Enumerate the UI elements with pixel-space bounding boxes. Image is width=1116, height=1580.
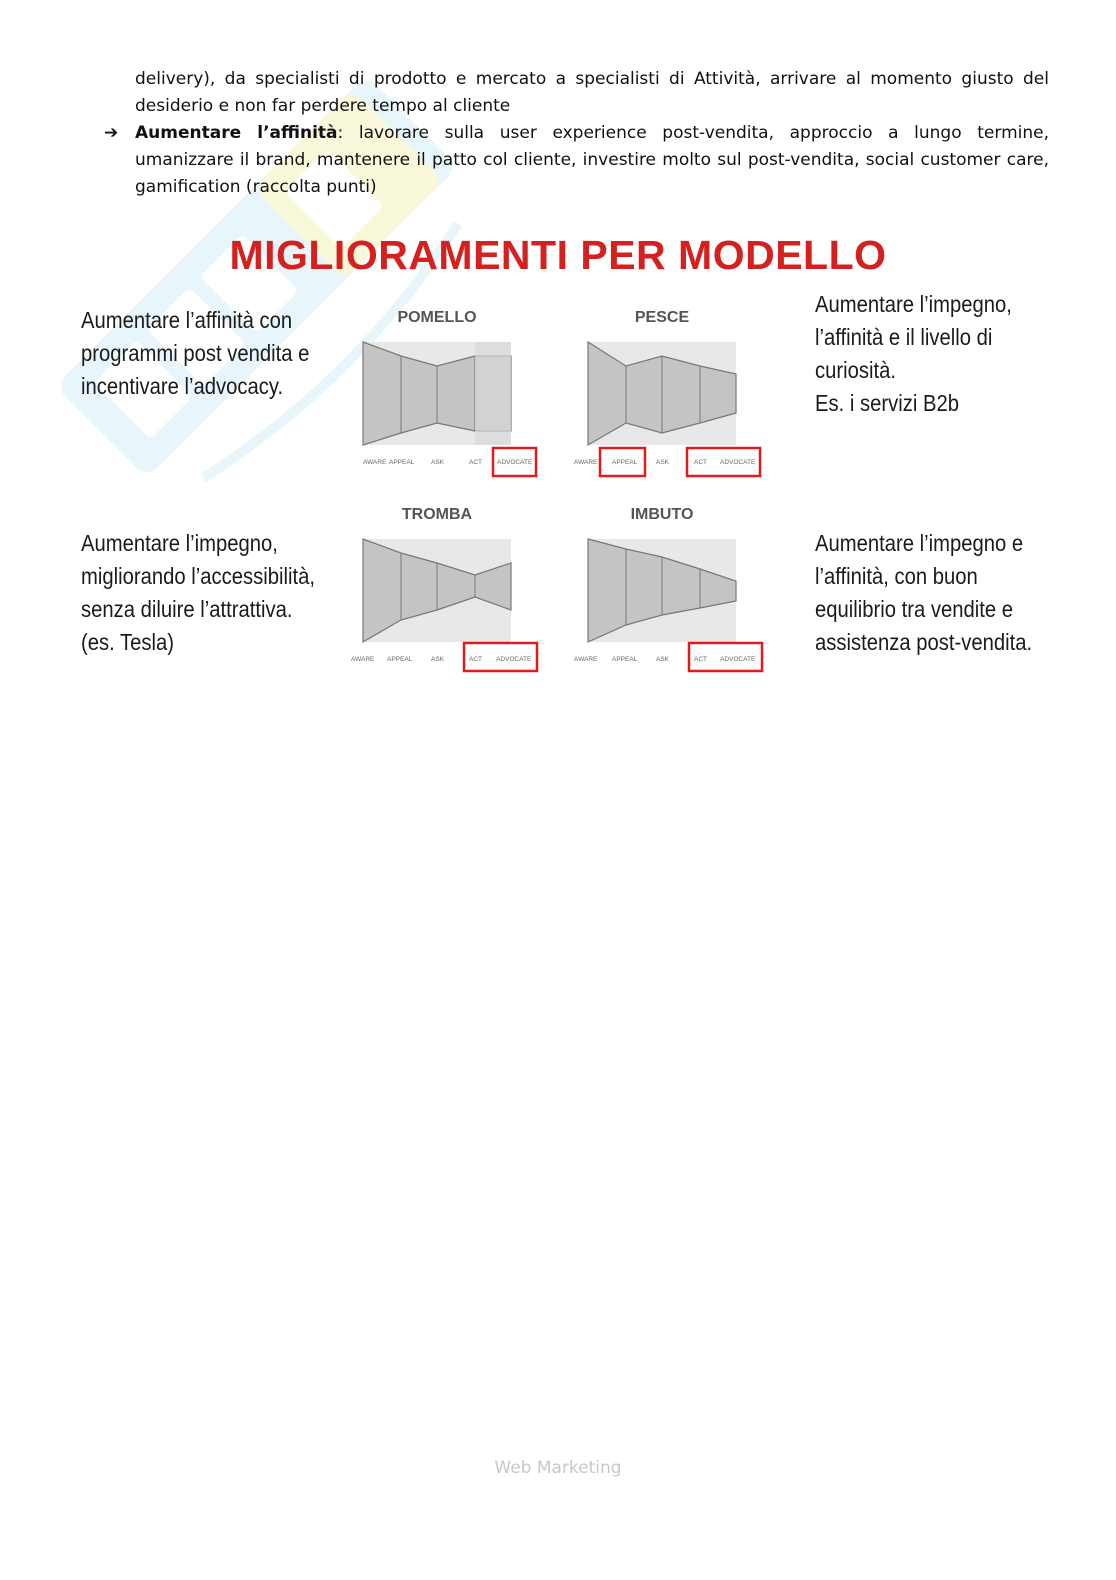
stage-appeal: APPEAL (389, 459, 415, 466)
stage-ask: ASK (431, 459, 445, 466)
bullet-text (135, 120, 1049, 201)
stage-ask: ASK (431, 656, 445, 663)
stage-appeal: APPEAL (612, 656, 638, 663)
paragraph-continuation: delivery), da specialisti di prodotto e mercato a specialisti di Attività, arrivare al momento giusto del desiderio e non far perdere tempo al cliente (135, 69, 1049, 116)
caption-bottom-right: Aumentare l’impegno e l’affinità, con buon equilibrio tra vendite e assistenza post-vendita. (815, 530, 1033, 655)
arrow-bullet-icon: ➔ (104, 123, 119, 143)
figure-title: MIGLIORAMENTI PER MODELLO (229, 232, 887, 278)
stage-advocate: ADVOCATE (720, 459, 756, 466)
stage-advocate: ADVOCATE (720, 656, 756, 663)
caption-top-right: Aumentare l’impegno, l’affinità e il livello di curiosità. Es. i servizi B2b (815, 291, 1012, 416)
stage-appeal: APPEAL (387, 656, 413, 663)
stage-appeal: APPEAL (612, 459, 638, 466)
stage-advocate: ADVOCATE (497, 459, 533, 466)
diagram-pesce (570, 300, 770, 485)
stage-advocate: ADVOCATE (496, 656, 532, 663)
bullet-bold-lead: Aumentare l’affinità (135, 123, 338, 143)
diagram-imbuto (570, 497, 770, 682)
bullet-item-affinity (100, 120, 1049, 201)
stage-labels-pomello (363, 459, 533, 466)
bullet-body: : lavorare sulla user experience post-vendita, approccio a lungo termine, umanizzare il brand, mantenere il patto col cliente, investire molto sul post-vendita, social customer care, gamification (raccolta punti) (135, 123, 1049, 197)
diagram-pomello (345, 300, 545, 485)
stage-act: ACT (694, 459, 707, 466)
caption-top-left: Aumentare l’affinità con programmi post vendita e incentivare l’advocacy. (81, 307, 310, 399)
diagram-tromba (345, 497, 545, 682)
stage-act: ACT (469, 459, 482, 466)
stage-ask: ASK (656, 656, 670, 663)
stage-aware: AWARE (574, 459, 598, 466)
caption-bottom-left: Aumentare l’impegno, migliorando l’accessibilità, senza diluire l’attrattiva. (es. Tesla) (81, 530, 315, 655)
stage-aware: AWARE (363, 459, 387, 466)
model-label-imbuto: IMBUTO (630, 506, 694, 523)
stage-act: ACT (469, 656, 482, 663)
model-label-pomello: POMELLO (397, 309, 477, 326)
stage-aware: AWARE (574, 656, 598, 663)
model-label-tromba: TROMBA (401, 506, 473, 523)
stage-act: ACT (694, 656, 707, 663)
stage-ask: ASK (656, 459, 670, 466)
page-footer: Web Marketing (494, 1458, 622, 1478)
stage-aware: AWARE (351, 656, 375, 663)
model-label-pesce: PESCE (634, 309, 690, 326)
